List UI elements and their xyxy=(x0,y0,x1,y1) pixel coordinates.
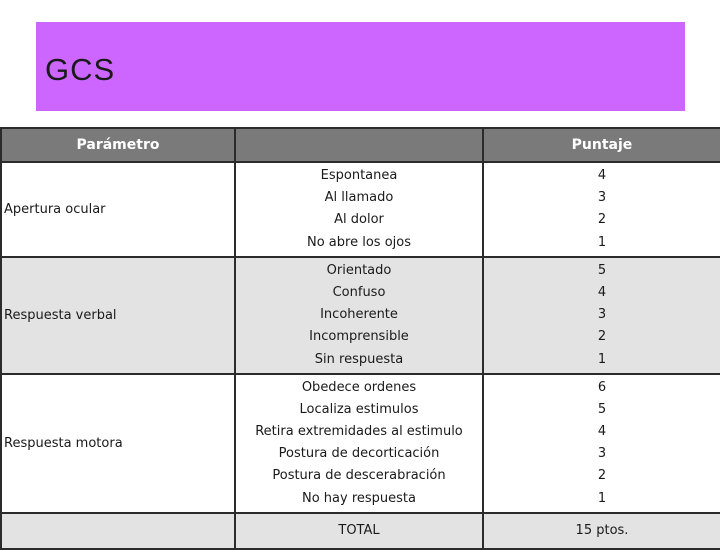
scores-cell xyxy=(483,374,720,513)
total-value: 15 ptos. xyxy=(483,513,720,549)
score-item: 1 xyxy=(597,351,607,367)
score-item: 6 xyxy=(597,379,607,395)
score-item: 2 xyxy=(597,212,607,228)
parameter-cell: Respuesta verbal xyxy=(1,257,235,374)
score-item: 2 xyxy=(597,468,607,484)
response-item: Obedece ordenes xyxy=(301,379,417,395)
response-item: Confuso xyxy=(332,284,386,300)
header-blank xyxy=(235,128,483,162)
score-item: 4 xyxy=(597,424,607,440)
header-row xyxy=(1,128,720,162)
header-puntaje: Puntaje xyxy=(483,128,720,162)
group-row-respuesta-verbal xyxy=(1,257,720,374)
response-item: Orientado xyxy=(326,262,392,278)
score-item: 2 xyxy=(597,329,607,345)
score-item: 1 xyxy=(597,234,607,250)
score-item: 5 xyxy=(597,401,607,417)
scores-cell xyxy=(483,257,720,374)
parameter-cell: Respuesta motora xyxy=(1,374,235,513)
response-item: Espontanea xyxy=(320,168,398,183)
total-label: TOTAL xyxy=(235,513,483,549)
responses-cell xyxy=(235,162,483,257)
score-item: 3 xyxy=(597,307,607,323)
header-parametro: Parámetro xyxy=(1,128,235,162)
group-row-respuesta-motora xyxy=(1,374,720,513)
response-item: Postura de descerabración xyxy=(272,468,446,484)
score-item: 3 xyxy=(597,446,607,462)
response-item: Retira extremidades al estimulo xyxy=(255,424,463,440)
response-item: No hay respuesta xyxy=(302,490,416,506)
responses-cell xyxy=(235,374,483,513)
responses-cell xyxy=(235,257,483,374)
score-item: 5 xyxy=(597,262,607,278)
response-item: Incomprensible xyxy=(309,329,409,345)
response-item: Postura de decorticación xyxy=(278,446,440,462)
title-banner xyxy=(36,22,685,111)
score-item: 4 xyxy=(597,284,607,300)
total-row xyxy=(1,513,720,549)
parameter-cell: Apertura ocular xyxy=(1,162,235,257)
score-item: 4 xyxy=(597,168,607,183)
group-row-apertura-ocular xyxy=(1,162,720,257)
response-item: Al llamado xyxy=(324,190,394,206)
scores-cell xyxy=(483,162,720,257)
score-item: 1 xyxy=(597,490,607,506)
response-item: Localiza estimulos xyxy=(299,401,419,417)
gcs-table xyxy=(0,127,720,550)
total-blank-cell xyxy=(1,513,235,549)
response-item: Incoherente xyxy=(320,307,398,323)
score-item: 3 xyxy=(597,190,607,206)
slide-title: GCS xyxy=(45,52,116,87)
response-item: Sin respuesta xyxy=(314,351,404,367)
response-item: No abre los ojos xyxy=(307,234,411,250)
response-item: Al dolor xyxy=(334,212,384,228)
